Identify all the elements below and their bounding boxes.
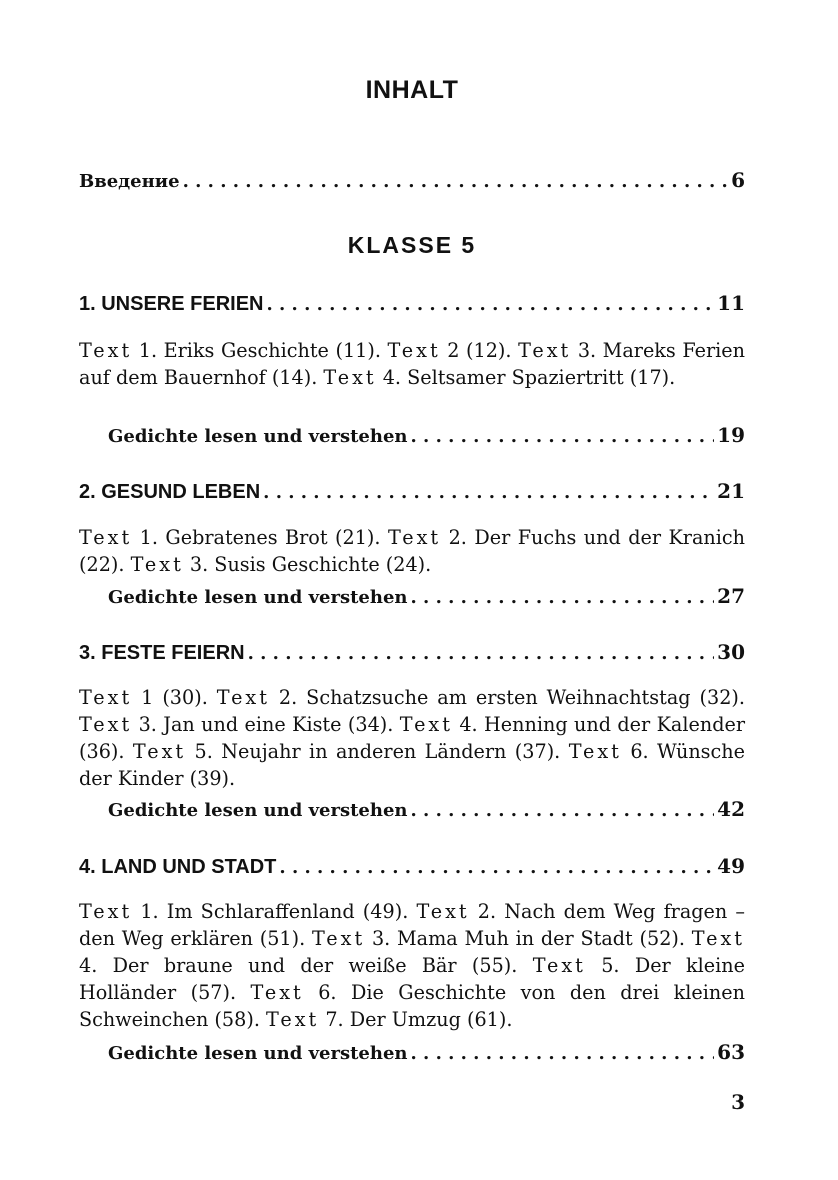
text-label: Text (79, 900, 133, 923)
dot-leader (411, 587, 715, 608)
text-label: Text (216, 686, 270, 709)
chapter-1-texts (79, 337, 745, 391)
text-entry: 3. Mareks Ferien auf dem Bauernhof (14). (79, 339, 745, 389)
toc-poems-chapter-4[interactable] (108, 1040, 745, 1064)
dot-leader (183, 171, 728, 192)
toc-chapter-4[interactable] (79, 854, 745, 879)
toc-chapter-1[interactable] (79, 291, 745, 316)
text-entry: 4. Henning und der Kalender (36). (79, 713, 746, 763)
text-label: Text (79, 339, 133, 362)
chapter-page-number: 49 (717, 854, 745, 878)
chapter-title: 4. LAND UND STADT (79, 856, 277, 878)
text-label: Text (568, 740, 622, 763)
text-entry: 1. Eriks Geschichte (11). (132, 339, 388, 362)
text-label: Text (79, 526, 133, 549)
page-title: INHALT (365, 76, 459, 104)
text-label: Text (311, 927, 366, 950)
text-entry: 3. Jan und eine Kiste (34). (132, 713, 400, 736)
dot-leader (411, 800, 715, 821)
text-entry: 1. Gebratenes Brot (21). (132, 526, 388, 549)
dot-leader (279, 857, 714, 878)
dot-leader (263, 482, 714, 503)
text-label: Text (399, 713, 453, 736)
poems-label: Gedichte lesen und verstehen (108, 800, 408, 821)
text-entry: 1 (30). (132, 686, 217, 709)
text-entry: 5. Der kleine Holländer (57). (79, 954, 745, 1004)
page-number: 3 (731, 1090, 745, 1114)
text-label: Text (518, 339, 572, 362)
chapter-page-number: 21 (717, 479, 745, 503)
text-label: Text (387, 339, 441, 362)
text-label: Text (79, 686, 133, 709)
text-entry: 5. Neujahr in anderen Ländern (37). (186, 740, 569, 763)
text-entry: 1. Im Schlaraffenland (49). (132, 900, 417, 923)
text-entry: 2. Nach dem Weg fragen – den Weg erklären (51). (79, 900, 745, 950)
text-entry: 2 (12). (440, 339, 519, 362)
dot-leader (266, 294, 714, 315)
text-entry: 7. Der Umzug (61). (319, 1008, 513, 1031)
text-label: Text (416, 900, 470, 923)
toc-chapter-2[interactable] (79, 479, 745, 504)
text-label: Text (266, 1008, 320, 1031)
section-heading-klasse: KLASSE 5 (347, 232, 477, 258)
text-entry: 4. Seltsamer Spaziertritt (17). (376, 366, 676, 389)
text-label: Text (532, 954, 586, 977)
poems-page-number: 42 (717, 797, 745, 821)
chapter-page-number: 30 (717, 640, 745, 664)
poems-page-number: 19 (717, 423, 745, 447)
text-label: Text (132, 740, 187, 763)
chapter-title: 2. GESUND LEBEN (79, 481, 261, 503)
poems-label: Gedichte lesen und verstehen (108, 587, 408, 608)
text-entry: 6. Die Geschichte von den drei kleinen Schweinchen (58). (79, 981, 745, 1031)
toc-chapter-3[interactable] (79, 640, 745, 665)
text-label: Text (130, 553, 184, 576)
chapter-3-texts (79, 684, 745, 792)
chapter-title: 3. FESTE FEIERN (79, 642, 245, 664)
text-label: Text (387, 526, 442, 549)
text-entry: 3. Mama Muh in der Stadt (52). (365, 927, 692, 950)
poems-page-number: 27 (717, 584, 745, 608)
poems-page-number: 63 (717, 1040, 745, 1064)
dot-leader (411, 1043, 715, 1064)
intro-label: Введение (79, 171, 180, 192)
text-entry: 3. Susis Geschichte (24). (183, 553, 432, 576)
toc-entry-intro[interactable] (79, 168, 745, 192)
chapter-2-texts (79, 524, 745, 578)
poems-label: Gedichte lesen und verstehen (108, 426, 408, 447)
text-entry: 2. Der Fuchs und der Kranich (22). (79, 526, 745, 576)
text-entry: 2. Schatzsuche am ersten Weihnachtstag (32). (269, 686, 745, 709)
text-entry: 6. Wünsche der Kinder (39). (79, 740, 745, 790)
toc-poems-chapter-3[interactable] (108, 797, 745, 821)
toc-poems-chapter-1[interactable] (108, 423, 745, 447)
toc-poems-chapter-2[interactable] (108, 584, 745, 608)
text-label: Text (323, 366, 377, 389)
chapter-4-texts (79, 898, 745, 1033)
toc-page (79, 0, 745, 1180)
text-label: Text (691, 927, 745, 950)
chapter-page-number: 11 (717, 291, 745, 315)
dot-leader (411, 426, 715, 447)
intro-page-number: 6 (731, 168, 745, 192)
poems-label: Gedichte lesen und verstehen (108, 1043, 408, 1064)
text-label: Text (250, 981, 304, 1004)
text-entry: 4. Der braune und der weiße Bär (55). (79, 954, 533, 977)
chapter-title: 1. UNSERE FERIEN (79, 293, 264, 315)
text-label: Text (79, 713, 133, 736)
dot-leader (248, 643, 715, 664)
